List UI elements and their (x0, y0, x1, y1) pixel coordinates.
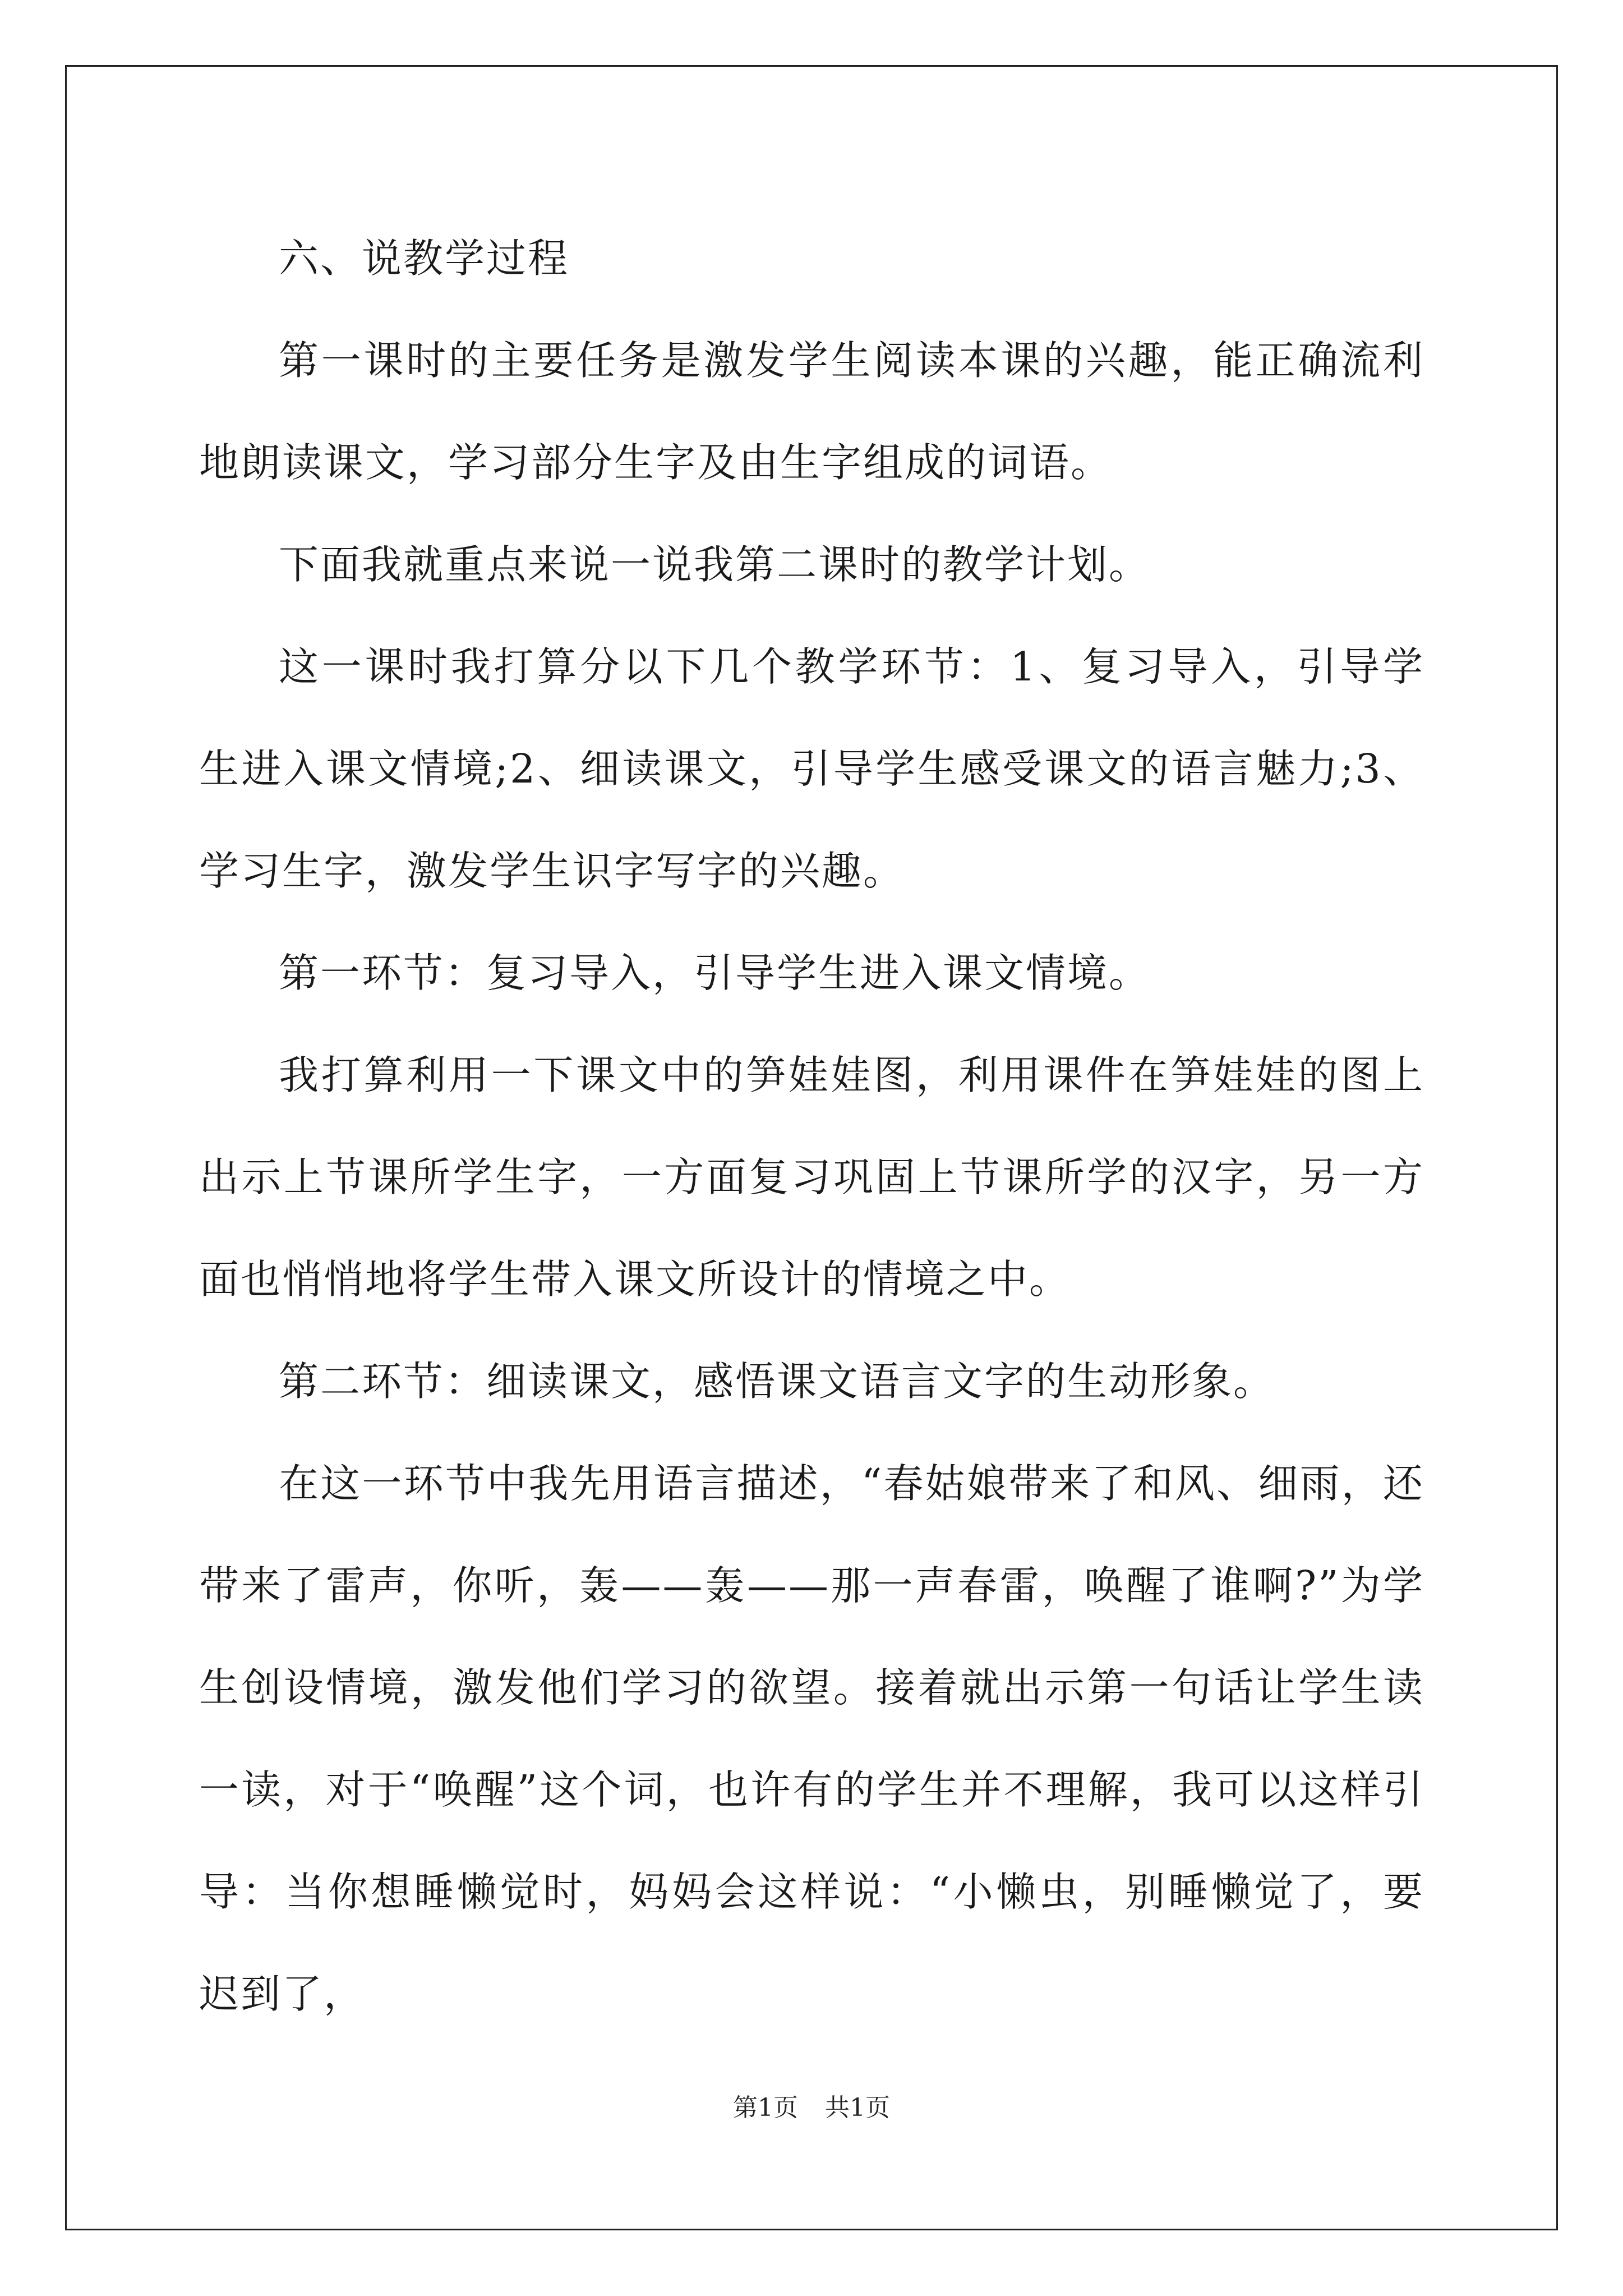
page-total: 共1页 (825, 2093, 890, 2122)
document-body (199, 208, 1424, 2045)
paragraph: 第一课时的主要任务是激发学生阅读本课的兴趣，能正确流利地朗读课文，学习部分生字及由生字组成的词语。 (199, 337, 1424, 486)
page-footer (0, 2091, 1623, 2125)
paragraph: 在这一环节中我先用语言描述，“春姑娘带来了和风、细雨，还带来了雷声，你听，轰——轰——那一声春雷，唤醒了谁啊?”为学生创设情境，激发他们学习的欲望。接着就出示第一句话让学生读一读，对于“唤醒”这个词，也许有的学生并不理解，我可以这样引导：当你想睡懒觉时，妈妈会这样说：“小懒虫，别睡懒觉了，要迟到了， (199, 1460, 1424, 2017)
page-number: 第1页 (733, 2093, 798, 2122)
paragraph: 第二环节：细读课文，感悟课文语言文字的生动形象。 (279, 1358, 1275, 1405)
paragraph: 这一课时我打算分以下几个教学环节：1、复习导入，引导学生进入课文情境;2、细读课文，引导学生感受课文的语言魅力;3、学习生字，激发学生识字写字的兴趣。 (199, 643, 1424, 894)
section-heading: 六、说教学过程 (279, 235, 570, 282)
paragraph: 第一环节：复习导入，引导学生进入课文情境。 (279, 950, 1151, 996)
paragraph: 下面我就重点来说一说我第二课时的教学计划。 (279, 541, 1151, 588)
paragraph: 我打算利用一下课文中的笋娃娃图，利用课件在笋娃娃的图上出示上节课所学生字，一方面复习巩固上节课所学的汉字，另一方面也悄悄地将学生带入课文所设计的情境之中。 (199, 1052, 1424, 1303)
